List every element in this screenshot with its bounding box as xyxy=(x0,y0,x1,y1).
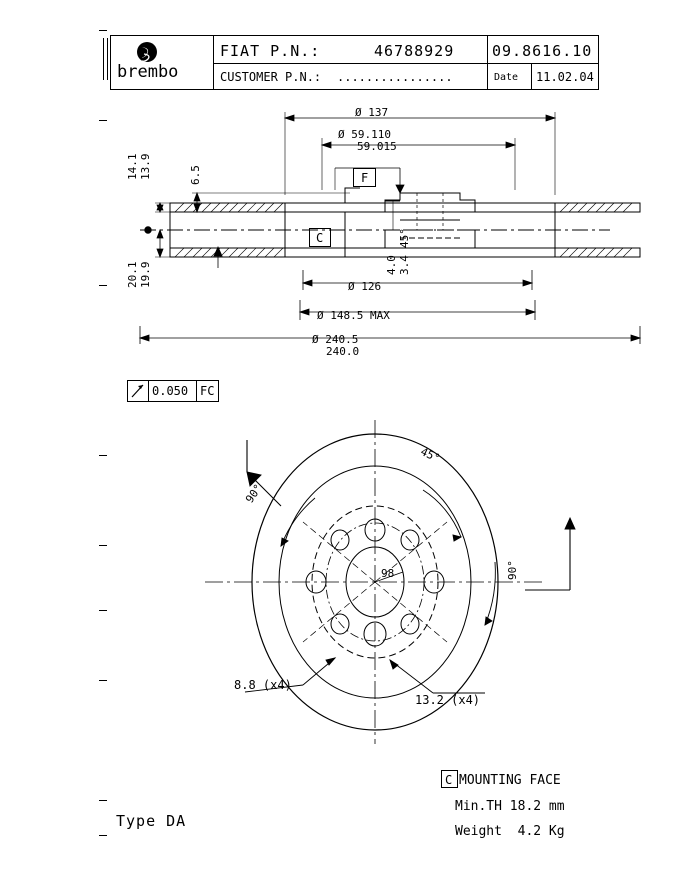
date-value: 11.02.04 xyxy=(536,70,594,84)
fiat-pn-value: 46788929 xyxy=(374,42,455,60)
dim-height-2: 19.9 xyxy=(139,261,152,288)
weight-note: Weight 4.2 Kg xyxy=(455,824,565,839)
tolerance-value: 0.050 xyxy=(152,384,189,398)
tolerance-frame-div-2 xyxy=(196,380,197,402)
title-block-divider-4 xyxy=(487,63,488,90)
hole-small-label: 8.8 (x4) xyxy=(234,678,292,692)
customer-pn-dots: ................ xyxy=(337,70,453,84)
hole-large-label: 13.2 (x4) xyxy=(415,693,481,707)
margin-tick xyxy=(99,545,107,546)
angle-90-right-label: 90° xyxy=(506,560,519,580)
mounting-face-text: MOUNTING FACE xyxy=(459,773,561,788)
mounting-face-datum-label: C xyxy=(445,773,453,787)
dim-bore-upper: Ø 59.110 xyxy=(338,128,391,141)
dim-outer-diameter-1: Ø 240.5 xyxy=(312,333,359,346)
dim-height-1: 20.1 xyxy=(126,261,139,288)
dim-bolt-circle: Ø 126 xyxy=(348,280,382,293)
datum-f-label: F xyxy=(361,171,369,185)
dim-chamfer-1: 4.0 xyxy=(385,255,398,275)
dim-thickness-2: 13.9 xyxy=(139,153,152,180)
margin-vertical-bar-2 xyxy=(107,38,108,80)
title-block-divider-5 xyxy=(531,63,532,90)
min-thickness-note: Min.TH 18.2 mm xyxy=(455,799,565,814)
date-label: Date xyxy=(494,72,519,83)
margin-tick xyxy=(99,455,107,456)
runout-icon xyxy=(127,380,149,402)
dim-max-diameter: Ø 148.5 MAX xyxy=(317,309,390,322)
margin-tick xyxy=(99,30,107,31)
angle-45-label: 45° xyxy=(418,445,443,466)
margin-vertical-bar xyxy=(103,38,104,80)
title-block-divider-3 xyxy=(213,63,599,64)
fiat-pn-label: FIAT P.N.: xyxy=(220,42,321,60)
margin-tick xyxy=(99,680,107,681)
type-label: Type DA xyxy=(116,812,187,830)
center-dim-label: 98 xyxy=(381,567,395,580)
dim-chamfer-2: 3.4 xyxy=(398,255,411,275)
face-view-drawing xyxy=(185,410,605,770)
dim-chamfer-angle: 45° xyxy=(398,228,411,248)
dim-offset: 6.5 xyxy=(189,165,202,185)
dim-hub-diameter: Ø 137 xyxy=(355,106,389,119)
angle-90-left-label: 90° xyxy=(243,481,266,506)
customer-pn-label: CUSTOMER P.N.: xyxy=(220,70,322,84)
tolerance-datums: FC xyxy=(200,384,215,398)
drawing-number: 09.8616.10 xyxy=(492,42,593,60)
margin-tick xyxy=(99,835,107,836)
dim-bore-lower: 59.015 xyxy=(357,140,397,153)
margin-tick xyxy=(99,610,107,611)
datum-c-label: C xyxy=(316,231,324,245)
margin-tick xyxy=(99,800,107,801)
dim-thickness-1: 14.1 xyxy=(126,153,139,180)
brand-name: brembo xyxy=(117,62,179,82)
dim-outer-diameter-2: 240.0 xyxy=(326,345,360,358)
